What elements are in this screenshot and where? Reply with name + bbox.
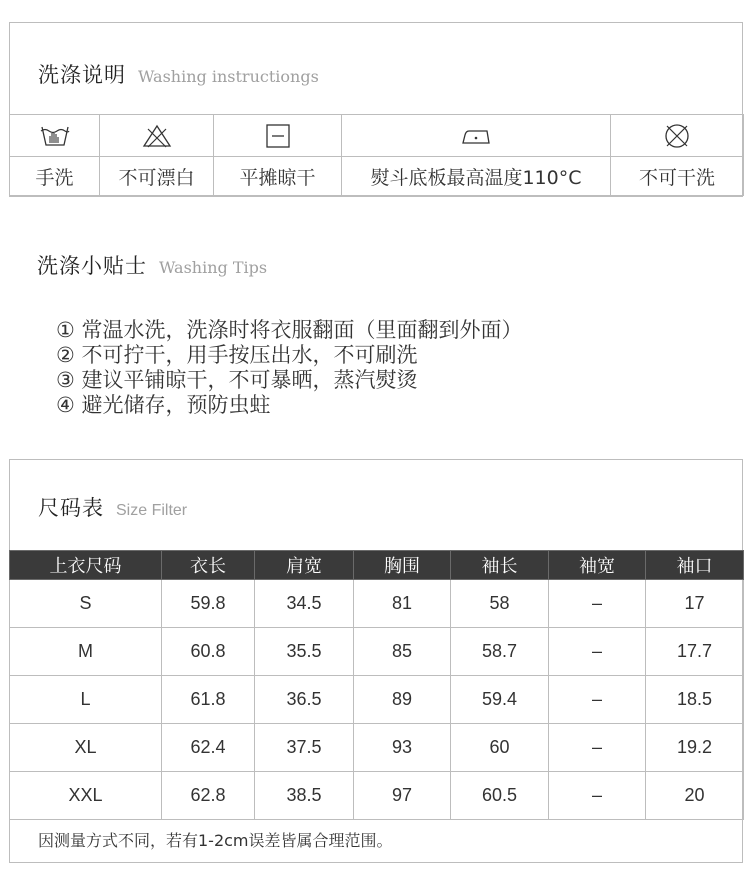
table-row xyxy=(10,628,744,676)
column-header: 袖口 xyxy=(646,551,744,580)
column-header: 衣长 xyxy=(162,551,255,580)
washing-label: 手洗 xyxy=(10,157,100,196)
table-row xyxy=(10,676,744,724)
size-note: 因测量方式不同，若有1-2cm误差皆属合理范围。 xyxy=(38,831,393,850)
table-cell: 60 xyxy=(451,724,549,772)
hand-wash-icon xyxy=(39,123,71,149)
washing-label-row xyxy=(10,157,744,196)
table-cell: M xyxy=(10,628,162,676)
table-cell: S xyxy=(10,580,162,628)
column-header: 袖宽 xyxy=(549,551,646,580)
table-cell: – xyxy=(549,676,646,724)
washing-title-cn: 洗涤说明 xyxy=(38,63,126,87)
table-cell: L xyxy=(10,676,162,724)
table-cell: 62.8 xyxy=(162,772,255,820)
washing-label: 平摊晾干 xyxy=(214,157,342,196)
table-cell: 59.8 xyxy=(162,580,255,628)
column-header: 肩宽 xyxy=(255,551,354,580)
tip-item: ③ 建议平铺晾干，不可暴晒，蒸汽熨烫 xyxy=(56,368,418,392)
table-row xyxy=(10,772,744,820)
table-cell: – xyxy=(549,724,646,772)
no-bleach-icon xyxy=(141,123,173,149)
washing-label: 不可干洗 xyxy=(611,157,744,196)
washing-icon-cell xyxy=(100,115,214,157)
table-cell: 17.7 xyxy=(646,628,744,676)
table-row xyxy=(10,724,744,772)
table-cell: 93 xyxy=(354,724,451,772)
table-cell: XL xyxy=(10,724,162,772)
tips-list xyxy=(56,318,523,418)
washing-title-en: Washing instructiongs xyxy=(138,67,319,86)
washing-title xyxy=(38,59,319,89)
table-cell: 35.5 xyxy=(255,628,354,676)
table-cell: – xyxy=(549,772,646,820)
washing-table xyxy=(9,114,744,196)
washing-instructions-section xyxy=(9,22,743,197)
no-dry-clean-icon xyxy=(662,121,692,151)
table-cell: 34.5 xyxy=(255,580,354,628)
tip-item: ④ 避光储存，预防虫蛀 xyxy=(56,393,271,417)
table-cell: 89 xyxy=(354,676,451,724)
size-table xyxy=(9,550,744,820)
iron-icon xyxy=(459,125,493,147)
table-cell: – xyxy=(549,580,646,628)
size-table-header-row xyxy=(10,551,744,580)
column-header: 上衣尺码 xyxy=(10,551,162,580)
table-cell: 58 xyxy=(451,580,549,628)
table-cell: 19.2 xyxy=(646,724,744,772)
dry-flat-icon xyxy=(264,122,292,150)
washing-icon-cell xyxy=(611,115,744,157)
washing-label: 不可漂白 xyxy=(100,157,214,196)
size-chart-title xyxy=(38,492,187,522)
table-cell: 58.7 xyxy=(451,628,549,676)
table-cell: 36.5 xyxy=(255,676,354,724)
table-cell: 60.5 xyxy=(451,772,549,820)
washing-icon-cell xyxy=(342,115,611,157)
table-cell: 62.4 xyxy=(162,724,255,772)
washing-label: 熨斗底板最高温度110°C xyxy=(342,157,611,196)
washing-icon-cell xyxy=(10,115,100,157)
table-cell: 81 xyxy=(354,580,451,628)
tip-item: ① 常温水洗，洗涤时将衣服翻面（里面翻到外面） xyxy=(56,318,523,342)
table-cell: 85 xyxy=(354,628,451,676)
size-title-en: Size Filter xyxy=(116,502,188,519)
table-cell: 61.8 xyxy=(162,676,255,724)
column-header: 胸围 xyxy=(354,551,451,580)
table-cell: 17 xyxy=(646,580,744,628)
table-cell: 59.4 xyxy=(451,676,549,724)
size-chart-section xyxy=(9,459,743,863)
table-cell: 38.5 xyxy=(255,772,354,820)
table-cell: 60.8 xyxy=(162,628,255,676)
table-cell: XXL xyxy=(10,772,162,820)
tips-title xyxy=(37,250,267,280)
tips-title-cn: 洗涤小贴士 xyxy=(37,254,147,278)
table-cell: 20 xyxy=(646,772,744,820)
washing-icon-row xyxy=(10,115,744,157)
table-cell: 97 xyxy=(354,772,451,820)
tip-item: ② 不可拧干，用手按压出水，不可刷洗 xyxy=(56,343,418,367)
column-header: 袖长 xyxy=(451,551,549,580)
table-row xyxy=(10,580,744,628)
table-cell: 37.5 xyxy=(255,724,354,772)
table-cell: 18.5 xyxy=(646,676,744,724)
size-title-cn: 尺码表 xyxy=(38,496,104,520)
tips-title-en: Washing Tips xyxy=(159,258,268,277)
table-cell: – xyxy=(549,628,646,676)
washing-icon-cell xyxy=(214,115,342,157)
